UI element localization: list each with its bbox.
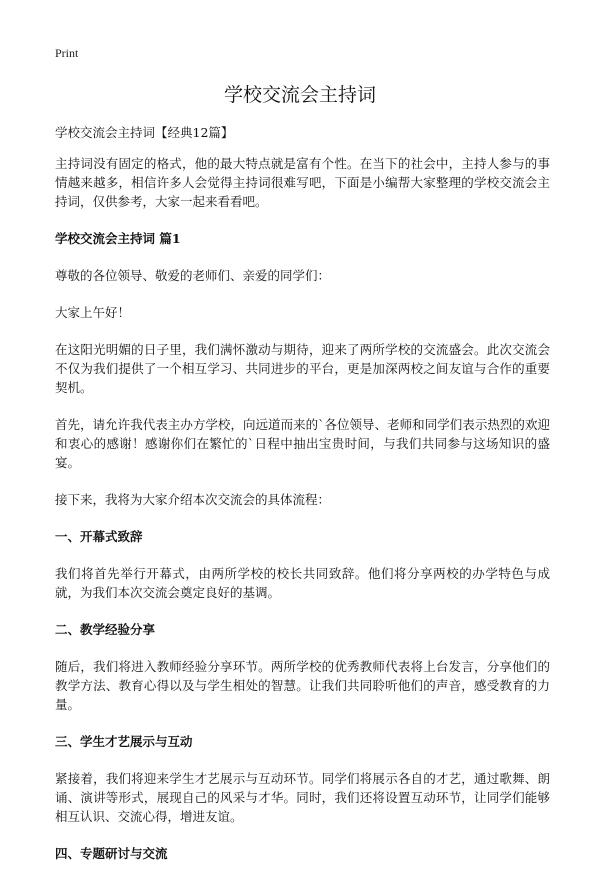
greeting-paragraph: 尊敬的各位领导、敬爱的老师们、亲爱的同学们： bbox=[55, 268, 331, 283]
document-subtitle: 学校交流会主持词【经典12篇】 bbox=[55, 125, 234, 140]
body-paragraph-3: 接下来，我将为大家介绍本次交流会的具体流程： bbox=[55, 492, 331, 507]
section-heading: 学校交流会主持词 篇1 bbox=[55, 231, 181, 246]
item-text-3: 紧接着，我们将迎来学生才艺展示与互动环节。同学们将展示各自的才艺，通过歌舞、朗诵、演讲等形式，展现自己的风采与才华。同时，我们还将设置互动环节，让同学们能够相互认识、交流心得，增进友谊。 bbox=[55, 771, 550, 824]
item-heading-2: 二、教学经验分享 bbox=[55, 622, 156, 637]
document-body bbox=[55, 123, 550, 881]
item-text-2: 随后，我们将进入教师经验分享环节。两所学校的优秀教师代表将上台发言，分享他们的教学方法、教育心得以及与学生相处的智慧。让我们共同聆听他们的声音，感受教育的力量。 bbox=[55, 659, 550, 712]
print-label[interactable]: Print bbox=[55, 46, 79, 60]
intro-paragraph: 主持词没有固定的格式，他的最大特点就是富有个性。在当下的社会中，主持人参与的事情越来越多，相信许多人会觉得主持词很难写吧，下面是小编帮大家整理的学校交流会主持词，仅供参考，大家一起来看看吧。 bbox=[55, 156, 550, 209]
item-heading-4: 四、专题研讨与交流 bbox=[55, 846, 168, 861]
item-heading-1: 一、开幕式致辞 bbox=[55, 529, 143, 544]
good-afternoon-paragraph: 大家上午好！ bbox=[55, 305, 131, 320]
body-paragraph-1: 在这阳光明媚的日子里，我们满怀激动与期待，迎来了两所学校的交流盛会。此次交流会不仅为我们提供了一个相互学习、共同进步的平台，更是加深两校之间友谊与合作的重要契机。 bbox=[55, 342, 550, 395]
document-title: 学校交流会主持词 bbox=[223, 84, 376, 106]
body-paragraph-2: 首先，请允许我代表主办方学校，向远道而来的`各位领导、老师和同学们表示热烈的欢迎和衷心的感谢！感谢你们在繁忙的`日程中抽出宝贵时间，与我们共同参与这场知识的盛宴。 bbox=[55, 417, 550, 470]
item-text-1: 我们将首先举行开幕式，由两所学校的校长共同致辞。他们将分享两校的办学特色与成就，为我们本次交流会奠定良好的基调。 bbox=[55, 566, 550, 600]
item-heading-3: 三、学生才艺展示与互动 bbox=[55, 734, 193, 749]
